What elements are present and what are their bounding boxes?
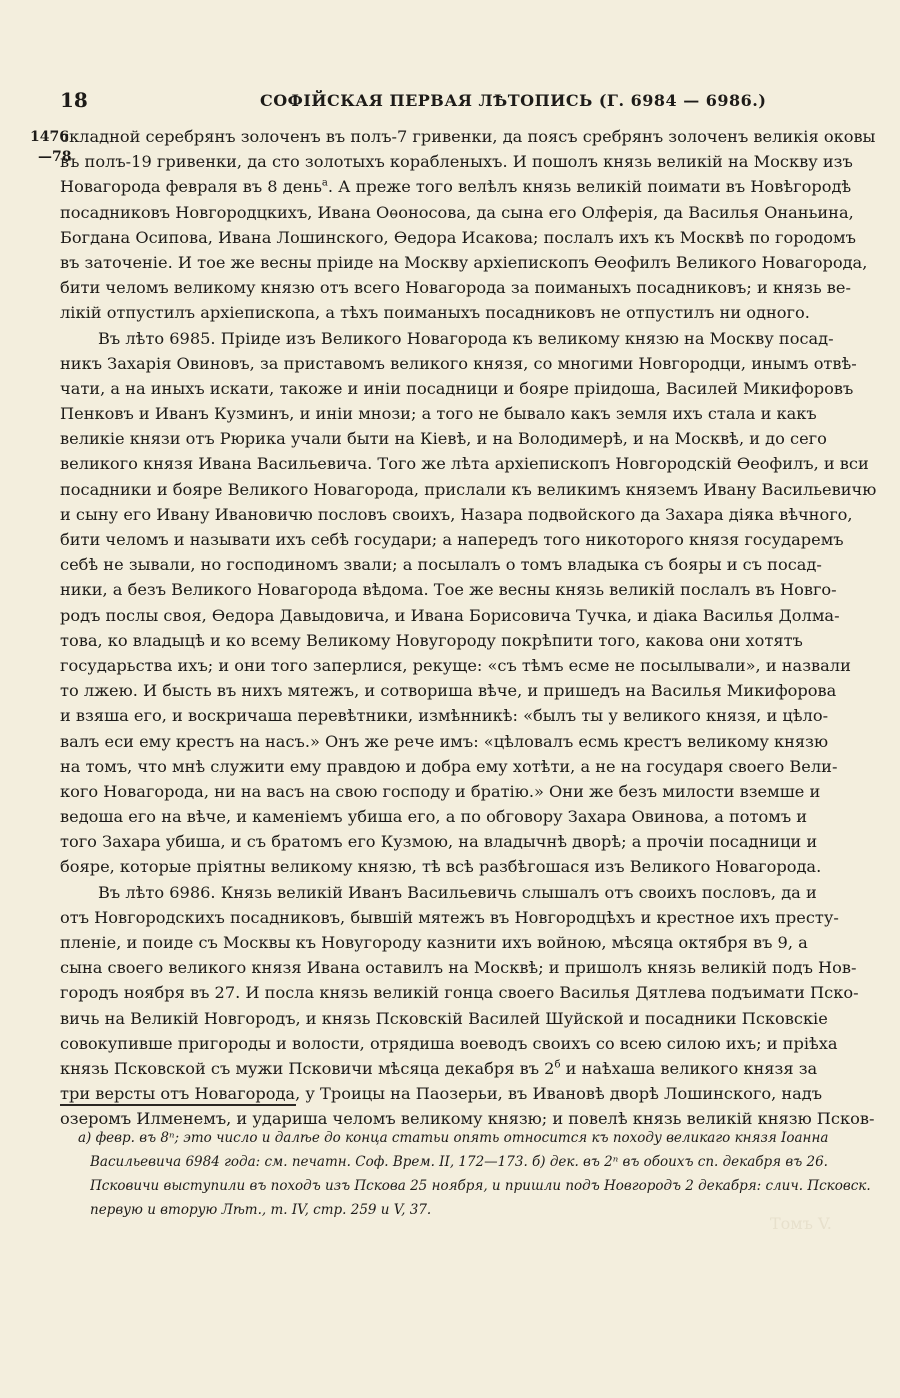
text-line-part: . А преже того велѣлъ князь великій поимати въ Новѣгородѣ xyxy=(327,177,852,197)
text-line: на томъ, что мнѣ служити ему правдою и добра ему хотѣти, а не на государя своего Вели- xyxy=(60,756,838,776)
text-line: великого князя Ивана Васильевича. Того же лѣта архіепископъ Новгородскій Ѳеофилъ, и вси xyxy=(60,454,869,474)
margin-year-bottom: —78 xyxy=(38,149,72,165)
text-line: никъ Захарія Овиновъ, за приставомъ великого князя, со многими Новгородци, инымъ отвѣ- xyxy=(60,353,857,373)
text-line: бити челомъ великому князю отъ всего Новагорода за поиманыхъ посадниковъ; и князь ве- xyxy=(60,278,851,298)
text-line: кого Новагорода, ни на васъ на свою господу и братію.» Они же безъ милости вземше и xyxy=(60,781,821,801)
text-line: то лжею. И бысть въ нихъ мятежъ, и сотвориша вѣче, и пришедъ на Василья Микифорова xyxy=(60,681,837,701)
text-line: ведоша его на вѣче, и каменіемъ убиша его, а по обговору Захара Овинова, а потомъ и xyxy=(60,807,808,827)
text-line: това, ко владыцѣ и ко всему Великому Новугороду покрѣпити того, какова они хотятъ xyxy=(60,630,803,650)
text-line: того Захара убиша, и съ братомъ его Кузмою, на владычнѣ дворѣ; а прочіи посадници и xyxy=(60,832,818,852)
text-line: Пенковъ и Иванъ Кузминъ, и иніи мнози; а того не бывало какъ земля ихъ стала и какъ xyxy=(60,404,817,424)
text-line: совокупивше пригороды и волости, отрядиша воеводъ своихъ со всею силою ихъ; и пріѣха xyxy=(60,1033,838,1053)
text-line: и сыну его Ивану Ивановичю пословъ своихъ, Назара подвойского да Захара діяка вѣчного, xyxy=(60,504,853,524)
text-line: городъ ноября въ 27. И посла князь великій гонца своего Василья Дятлева подъимати Пско- xyxy=(60,983,859,1003)
bleed-through-mark: Томъ V. xyxy=(770,1214,832,1233)
text-line: себѣ не зывали, но господиномъ звали; а посылалъ о томъ владыка съ бояры и съ посад- xyxy=(60,555,822,575)
text-line: три версты отъ Новагорода, у Троицы на Паозерьи, въ Ивановѣ дворѣ Лошинского, надъ xyxy=(60,1084,823,1104)
body-text xyxy=(60,124,890,1132)
text-line: пленіе, и поиде съ Москвы къ Новугороду казнити ихъ войною, мѣсяца октября въ 9, а xyxy=(60,933,808,952)
text-line: сына своего великого князя Ивана оставилъ на Москвѣ; и пришолъ князь великій подъ Нов- xyxy=(60,958,857,978)
footnote-divider xyxy=(60,1104,296,1106)
text-line-part: князь Псковской съ мужи Псковичи мѣсяца декабря въ 2 xyxy=(60,1058,555,1078)
page-header xyxy=(60,88,850,114)
footnote-line: а) февр. въ 8ⁿ; это число и далѣе до конца статьи опять относится къ походу великаго князя Іоанна xyxy=(78,1130,829,1146)
text-line-part: и наѣхаша великого князя за xyxy=(560,1058,818,1078)
text-line: чати, а на иныхъ искати, такоже и иніи посадници и бояре пріидоша, Василей Микифоровъ xyxy=(60,378,854,398)
text-line: Богдана Осипова, Ивана Лошинского, Ѳедора Исакова; послалъ ихъ къ Москвѣ по городомъ xyxy=(60,227,856,247)
text-line: великіе князи отъ Рюрика учали быти на Кіевѣ, и на Володимерѣ, и на Москвѣ, и до сего xyxy=(60,429,827,449)
footnote-ref-b: б xyxy=(554,1059,561,1071)
text-line: въ полъ-19 гривенки, да сто золотыхъ корабленыхъ. И пошолъ князь великій на Москву изъ xyxy=(60,152,853,172)
text-line: складной серебрянъ золоченъ въ полъ-7 гривенки, да поясъ сребрянъ золоченъ великія оковы xyxy=(60,127,876,146)
margin-year-top: 1476 xyxy=(30,129,69,145)
footnote-ref-a: а xyxy=(321,177,328,189)
text-line: озеромъ Илменемъ, и удариша челомъ великому князю; и повелѣ князь великій князю Псков- xyxy=(60,1109,875,1129)
text-line: ники, а безъ Великого Новагорода вѣдома. Тое же весны князь великій послалъ въ Новго- xyxy=(60,580,837,600)
text-line xyxy=(60,174,890,199)
footnote-line: первую и вторую Лѣт., т. IV, стр. 259 и V, 37. xyxy=(90,1202,432,1218)
text-line: посадниковъ Новгородцкихъ, Ивана Оѳоносова, да сына его Олферія, да Василья Онаньина, xyxy=(60,202,854,222)
text-line: бити челомъ и называти ихъ себѣ государи; а напередъ того никоторого князя государемъ xyxy=(60,530,844,549)
text-line: родъ послы своя, Ѳедора Давыдовича, и Ивана Борисовича Тучка, и діака Василья Долма- xyxy=(60,605,840,625)
text-line: посадники и бояре Великого Новагорода, прислали къ великимъ княземъ Ивану Васильевичю xyxy=(60,479,877,499)
running-title: СОФІЙСКАЯ ПЕРВАЯ ЛѢТОПИСЬ (Г. 6984 — 6986.) xyxy=(260,91,767,110)
text-line xyxy=(60,1056,890,1081)
text-line: и взяша его, и воскричаша перевѣтники, измѣнникѣ: «былъ ты у великого князя, и цѣло- xyxy=(60,706,829,726)
footnote-line: Васильевича 6984 года: см. печатн. Соф. Врем. II, 172—173. б) дек. въ 2ⁿ въ обоихъ сп. декабря въ 26. xyxy=(90,1154,828,1170)
text-line: государьства ихъ; и они того заперлися, рекуще: «съ тѣмъ есме не посылывали», и назвали xyxy=(60,655,851,675)
text-line: Въ лѣто 6985. Пріиде изъ Великого Новагорода къ великому князю на Москву посад- xyxy=(98,328,834,348)
footnotes xyxy=(78,1126,890,1222)
text-line: бояре, которые пріятны великому князю, тѣ всѣ разбѣгошася изъ Великого Новагорода. xyxy=(60,857,822,877)
text-line-part: Новагорода февраля въ 8 день xyxy=(60,177,322,197)
footnote-line: Псковичи выступили въ походъ изъ Пскова 25 ноября, и пришли подъ Новгородъ 2 декабря: слич. Псковск. xyxy=(90,1178,871,1194)
text-line: Въ лѣто 6986. Князь великій Иванъ Васильевичь слышалъ отъ своихъ пословъ, да и xyxy=(98,882,817,902)
text-line: вичь на Великій Новгородъ, и князь Псковскій Василей Шуйской и посадники Псковскіе xyxy=(60,1008,828,1028)
page-number: 18 xyxy=(60,88,88,112)
text-line: валъ еси ему крестъ на насъ.» Онъ же рече имъ: «цѣловалъ есмь крестъ великому князю xyxy=(60,731,829,751)
text-line: отъ Новгородскихъ посадниковъ, бывшій мятежъ въ Новгородцѣхъ и крестное ихъ престу- xyxy=(60,907,839,927)
text-line: лікій отпустилъ архіепископа, а тѣхъ поиманыхъ посадниковъ не отпустилъ ни одного. xyxy=(60,303,810,323)
text-line: въ заточеніе. И тое же весны пріиде на Москву архіепископъ Ѳеофилъ Великого Новагорода, xyxy=(60,252,868,272)
